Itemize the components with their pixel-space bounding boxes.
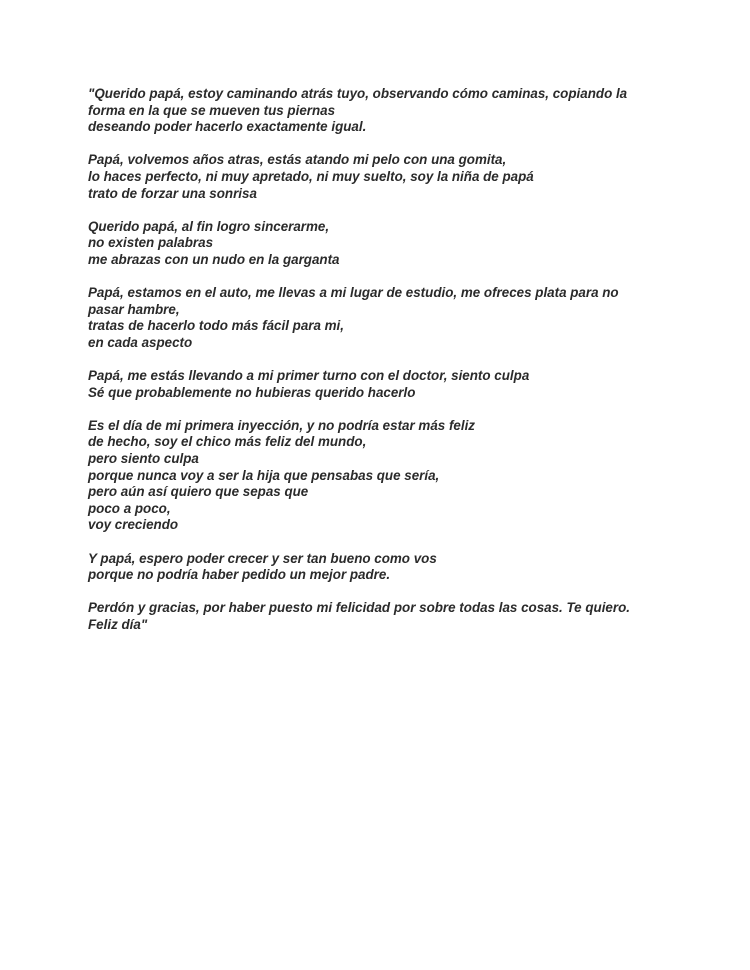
text-line: pero siento culpa (88, 451, 199, 467)
stanza-3 (88, 219, 678, 269)
text-line: en cada aspecto (88, 334, 193, 350)
stanza-5 (88, 368, 678, 401)
stanza-1 (88, 86, 678, 136)
letter-text (88, 86, 678, 650)
stanza-4 (88, 285, 678, 351)
text-line: Papá, estamos en el auto, me llevas a mi lugar de estudio, me ofreces plata para no (88, 285, 619, 301)
text-line: trato de forzar una sonrisa (88, 185, 257, 201)
text-line: no existen palabras (88, 235, 214, 251)
text-line: Sé que probablemente no hubieras querido hacerlo (88, 384, 416, 400)
text-line: Y papá, espero poder crecer y ser tan bueno como vos (88, 550, 437, 566)
stanza-6 (88, 418, 678, 534)
text-line: Feliz día" (88, 617, 148, 632)
text-line: voy creciendo (88, 517, 179, 533)
text-line: deseando poder hacerlo exactamente igual. (88, 119, 367, 135)
text-line: "Querido papá, estoy caminando atrás tuyo, observando cómo caminas, copiando la (88, 86, 628, 101)
text-line: lo haces perfecto, ni muy apretado, ni muy suelto, soy la niña de papá (88, 168, 534, 184)
text-line: poco a poco, (88, 500, 171, 516)
text-line: pero aún así quiero que sepas que (88, 484, 309, 500)
text-line: forma en la que se mueven tus piernas (88, 102, 336, 118)
text-line: Perdón y gracias, por haber puesto mi felicidad por sobre todas las cosas. Te quiero. (88, 600, 630, 616)
text-line: Querido papá, al fin logro sincerarme, (88, 218, 330, 234)
text-line: me abrazas con un nudo en la garganta (88, 251, 340, 267)
text-line: porque no podría haber pedido un mejor padre. (88, 567, 391, 583)
text-line: Es el día de mi primera inyección, y no podría estar más feliz (88, 417, 475, 433)
text-line: pasar hambre, (88, 301, 180, 317)
text-line: tratas de hacerlo todo más fácil para mi, (88, 318, 344, 334)
stanza-7 (88, 551, 678, 584)
stanza-2 (88, 152, 678, 202)
stanza-8 (88, 600, 678, 633)
text-line: porque nunca voy a ser la hija que pensabas que sería, (88, 467, 440, 483)
text-line: Papá, me estás llevando a mi primer turno con el doctor, siento culpa (88, 368, 530, 384)
text-line: de hecho, soy el chico más feliz del mundo, (88, 434, 367, 450)
text-line: Papá, volvemos años atras, estás atando mi pelo con una gomita, (88, 152, 507, 168)
